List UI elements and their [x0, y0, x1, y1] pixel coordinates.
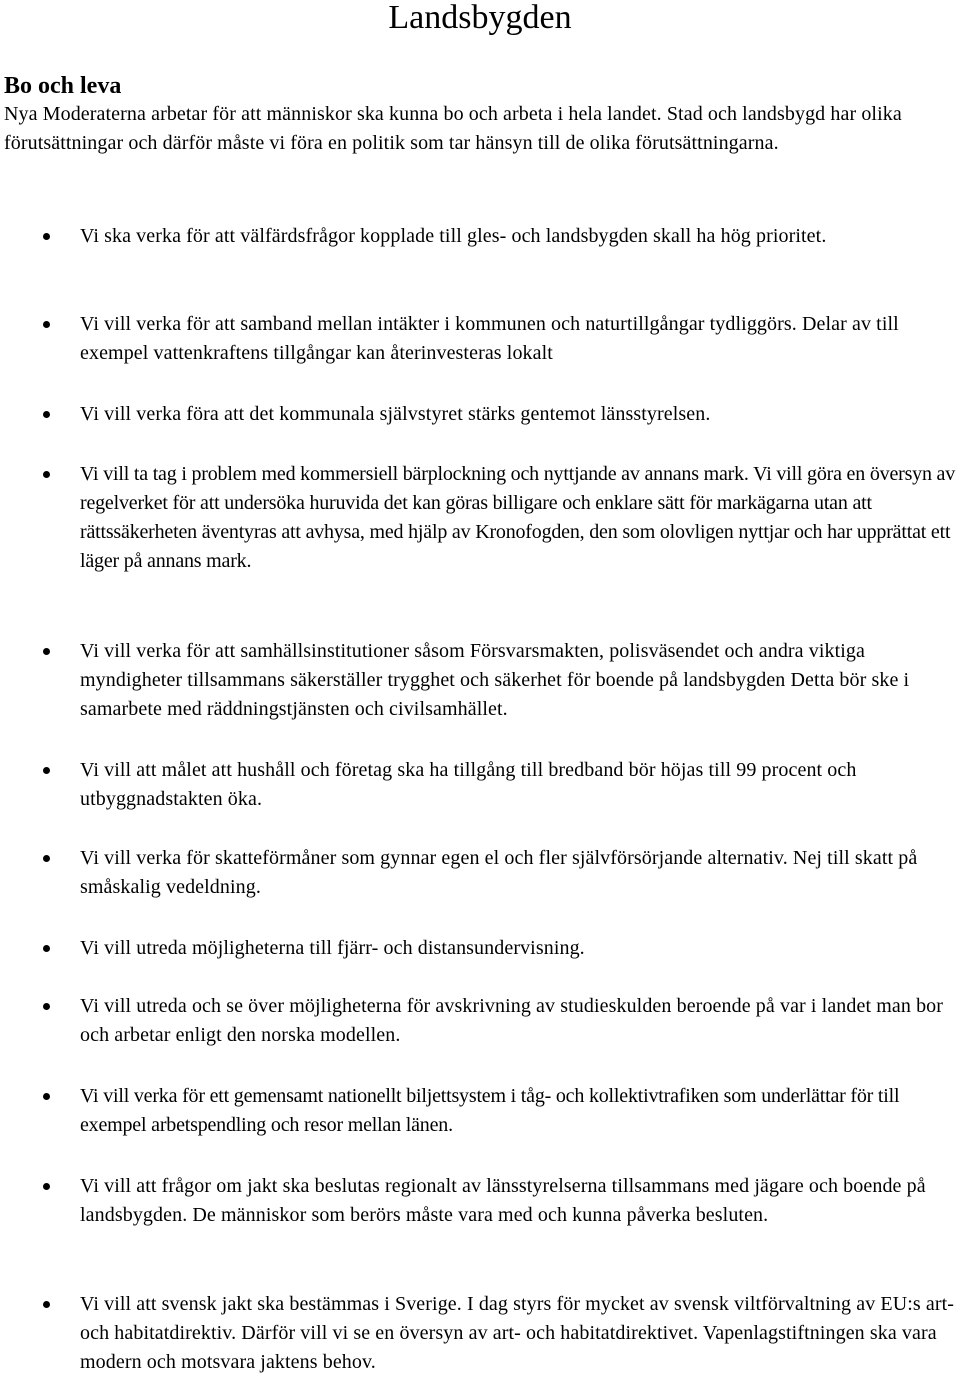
bullet-icon — [43, 471, 50, 478]
bullet-icon — [43, 945, 50, 952]
list-item-text: Vi vill att frågor om jakt ska beslutas regionalt av länsstyrelserna tillsammans med jägare och boende på landsbygden. De människor som berörs måste vara med och kunna påverka besluten. — [80, 1175, 926, 1226]
list-item — [80, 222, 960, 251]
section-heading: Bo och leva — [4, 73, 122, 99]
list-item-continuation: Vi vill göra en översyn av regelverket för att undersöka huruvida det kan göras billigare och enklare sätt för markägarna utan att rättssäkerheten äventyras att avhysa, med hjälp av Kronofogden, den som olovligen nyttjar och har upprättat ett läger på annans mark. — [80, 463, 956, 572]
list-item-text: Vi vill utreda möjligheterna till fjärr- och distansundervisning. — [80, 937, 585, 959]
bullet-icon — [43, 1301, 50, 1308]
list-item — [80, 460, 960, 576]
list-item — [80, 844, 960, 902]
list-item-text: Vi vill att målet att hushåll och företag ska ha tillgång till bredband bör höjas till 99 procent och utbyggnadstakten öka. — [80, 759, 857, 810]
list-item-text: Vi vill verka föra att det kommunala självstyret stärks gentemot länsstyrelsen. — [80, 403, 711, 425]
list-item-continuation: Delar av till exempel vattenkraftens tillgångar kan återinvesteras lokalt — [80, 313, 899, 364]
list-item — [80, 1082, 960, 1140]
list-item — [80, 1290, 960, 1377]
bullet-icon — [43, 411, 50, 418]
list-item-main-text: Vi vill ta tag i problem med kommersiell bärplockning och nyttjande av annans mark. — [80, 463, 749, 485]
list-item — [80, 992, 960, 1050]
list-item-text — [80, 310, 960, 368]
list-item — [80, 400, 960, 429]
list-item-text: Vi vill att svensk jakt ska bestämmas i Sverige. I dag styrs för mycket av svensk viltförvaltning av EU:s art- och habitatdirektiv. Därför vill vi se en översyn av art- och habitatdirektivet. Vapenlagstiftningen ska vara modern och motsvara jaktens behov. — [80, 1293, 955, 1373]
list-item-text — [80, 460, 960, 576]
list-item-main-text: Vi vill verka för att samband mellan intäkter i kommunen och naturtillgångar tydliggörs. — [80, 313, 797, 335]
intro-paragraph: Nya Moderaterna arbetar för att människor ska kunna bo och arbeta i hela landet. Stad och landsbygd har olika förutsättningar och därför måste vi föra en politik som tar hänsyn till de olika förutsättningarna. — [4, 103, 902, 154]
list-item — [80, 934, 960, 963]
list-item-text: Vi vill verka för skatteförmåner som gynnar egen el och fler självförsörjande alternativ. Nej till skatt på småskalig vedeldning. — [80, 847, 918, 898]
list-item-text: Vi vill verka för ett gemensamt nationellt biljettsystem i tåg- och kollektivtrafiken som underlättar för till exempel arbetspendling och resor mellan länen. — [80, 1085, 900, 1136]
list-item-text: Vi vill verka för att samhällsinstitutioner såsom Försvarsmakten, polisväsendet och andra viktiga myndigheter tillsammans säkerställer trygghet och säkerhet för boende på landsbygden Detta bör ske i samarbete med räddningstjänsten och civilsamhället. — [80, 640, 910, 720]
list-item-text: Vi vill utreda och se över möjligheterna för avskrivning av studieskulden beroende på var i landet man bor och arbetar enligt den norska modellen. — [80, 995, 944, 1046]
list-item — [80, 310, 960, 368]
bullet-icon — [43, 648, 50, 655]
bullet-icon — [43, 233, 50, 240]
list-item — [80, 756, 960, 814]
bullet-icon — [43, 855, 50, 862]
list-item-text: Vi ska verka för att välfärdsfrågor kopplade till gles- och landsbygden skall ha hög prioritet. — [80, 225, 827, 247]
bullet-icon — [43, 767, 50, 774]
list-item — [80, 1172, 960, 1230]
page-title: Landsbygden — [388, 0, 572, 36]
bullet-icon — [43, 321, 50, 328]
bullet-icon — [43, 1003, 50, 1010]
list-item — [80, 637, 960, 724]
bullet-icon — [43, 1183, 50, 1190]
bullet-icon — [43, 1093, 50, 1100]
